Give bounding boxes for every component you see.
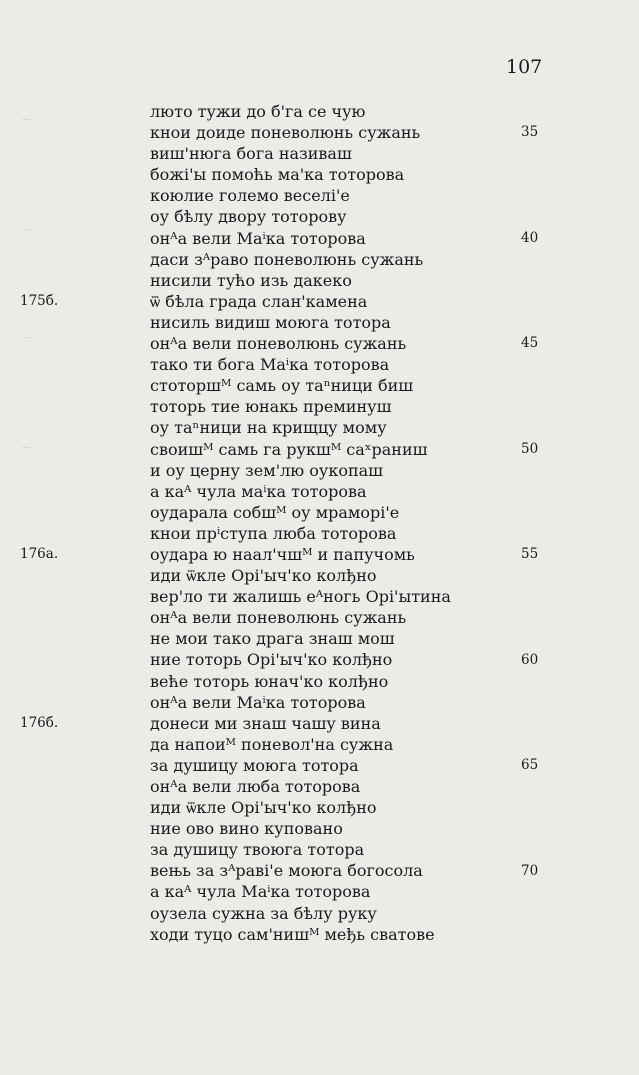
- poem-line: ние ово вино куповано: [150, 819, 343, 839]
- poem-line: веће тоторь юнач'ко колђно: [150, 671, 389, 691]
- poem-line: вењь за зᴬраві'е моюга богосола: [150, 861, 423, 881]
- poem-line: а каᴬ чула маⁱка тоторова: [150, 481, 367, 501]
- show-through-decoration: ‑‑: [22, 330, 31, 344]
- poem-line: люто тужи до б'га се чую: [150, 102, 366, 121]
- poem-line: ходи туцо сам'нишᴹ међь сватове: [150, 924, 435, 944]
- poem-line: ѿ бѣла града слан'камена: [150, 291, 368, 311]
- poem-line: онᴬа вели поневолюнь сужань: [150, 608, 407, 628]
- poem-line: тако ти бога Маⁱка тоторова: [150, 355, 390, 375]
- poem-line: донеси ми знаш чашу вина: [150, 713, 381, 733]
- poem-line: онᴬа вели Маⁱка тоторова: [150, 228, 366, 248]
- poem-line: ние тоторь Орі'ыч'ко колђно: [150, 650, 393, 670]
- poem-line: не мои тако драга знаш мош: [150, 629, 395, 649]
- folio-mark: 176б.: [20, 714, 59, 731]
- poem-line: нисиль видиш моюга тотора: [150, 312, 391, 332]
- poem-line: оудара ю наал'чшᴹ и папучомь: [150, 544, 415, 564]
- folio-mark: 175б.: [20, 292, 59, 309]
- poem-line: и оу церну зем'лю оукопаш: [150, 460, 384, 480]
- poem-line: иди ѿкле Орі'ыч'ко колђно: [150, 566, 377, 586]
- poem-line: оу таⁿници на крищцу мому: [150, 418, 387, 438]
- poem-line: оударала собшᴹ оу мраморі'е: [150, 502, 400, 522]
- poem-line: онᴬа вели люба тоторова: [150, 777, 361, 796]
- poem-line: за душицу твоюга тотора: [150, 840, 365, 860]
- poem-line: оу бѣлу двору тоторову: [150, 207, 347, 227]
- poem-line: виш'нюга бога називаш: [150, 144, 352, 164]
- poem-line: своишᴹ самь га рукшᴹ саˣраниш: [150, 439, 428, 459]
- show-through-decoration: ‑‑: [22, 222, 31, 236]
- verse-number: 50: [521, 440, 539, 457]
- poem-line: вер'ло ти жалишь еᴬногь Орі'ытина: [150, 587, 451, 607]
- poem-line: кнои прⁱступа люба тоторова: [150, 523, 397, 543]
- poem-line: да напоиᴹ поневол'на сужна: [150, 734, 394, 754]
- verse-number: 55: [521, 546, 539, 563]
- folio-mark: 176а.: [20, 546, 59, 563]
- poem-line: коюлие големо веселі'е: [150, 186, 350, 206]
- poem-line: кнои доиде поневолюнь сужань: [150, 123, 421, 143]
- verse-number: 70: [521, 862, 539, 879]
- poem-text: [150, 101, 451, 945]
- poem-line: даси зᴬраво поневолюнь сужань: [150, 249, 424, 269]
- verse-number: 65: [521, 757, 539, 774]
- poem-line: иди ѿкле Орі'ыч'ко колђно: [150, 798, 377, 818]
- poem-line: стоторшᴹ самь оу таⁿници биш: [150, 376, 414, 396]
- poem-line: оузела сужна за бѣлу руку: [150, 903, 377, 923]
- poem-line: нисили тућо изь дакеко: [150, 270, 352, 290]
- poem-line: тоторь тие юнакь преминуш: [150, 397, 392, 417]
- show-through-decoration: ‑‑: [22, 440, 31, 454]
- verse-number: 40: [521, 229, 539, 246]
- show-through-decoration: ‑‑: [22, 112, 31, 126]
- verse-number: 35: [521, 124, 539, 141]
- poem-line: а каᴬ чула Маⁱка тоторова: [150, 882, 371, 902]
- poem-line: онᴬа вели Маⁱка тоторова: [150, 692, 366, 712]
- poem-line: за душицу моюга тотора: [150, 755, 359, 775]
- verse-number: 45: [521, 335, 539, 352]
- poem-line: онᴬа вели поневолюнь сужань: [150, 334, 407, 354]
- verse-number: 60: [521, 651, 539, 668]
- poem-line: божі'ы помоћь ма'ка тоторова: [150, 165, 405, 185]
- page-number: 107: [506, 56, 543, 78]
